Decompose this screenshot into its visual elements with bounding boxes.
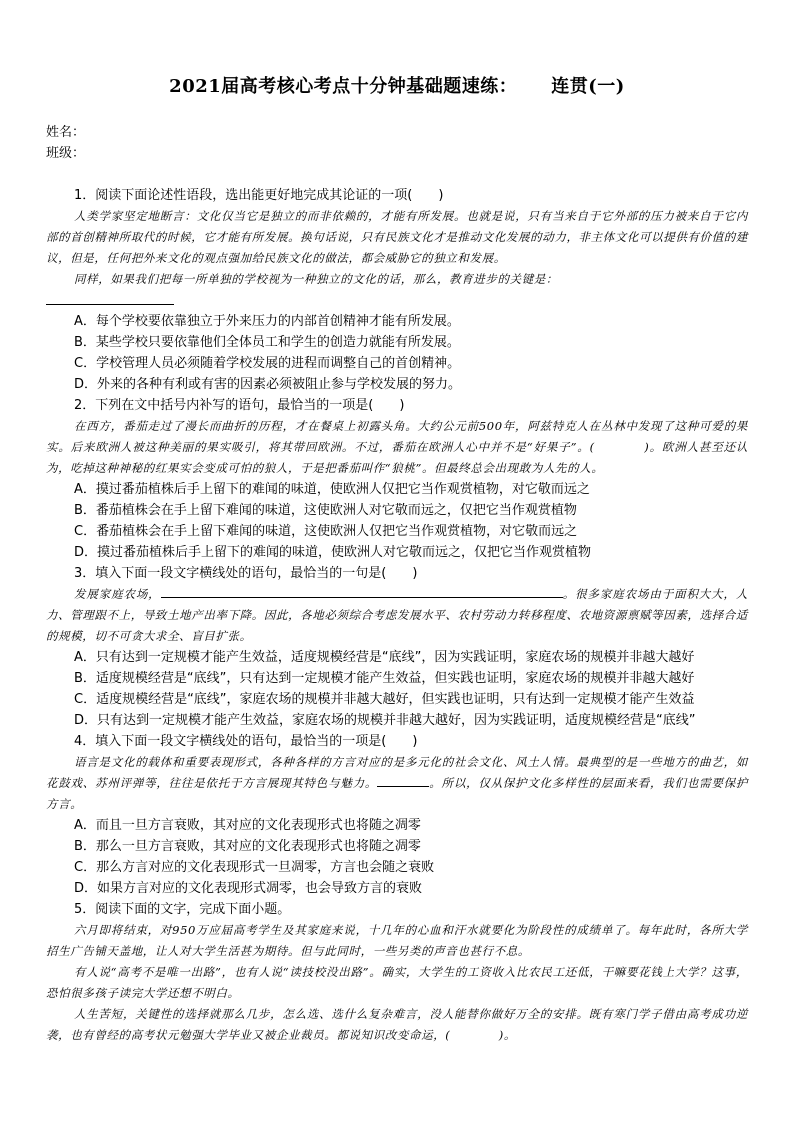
option-c: C．适度规模经营是“底线”，家庭农场的规模并非越大越好，但实践也证明，只有达到一定规模才能产生效益 — [74, 692, 695, 707]
passage-paragraph: 有人说“高考不是唯一出路”，也有人说“读技校没出路”。确实，大学生的工资收入比农民工还低，干嘛要花钱上大学？这事，恐怕很多孩子读完大学还想不明白。 — [46, 965, 748, 1000]
passage-text: 语言是文化的载体和重要表现形式，各种各样的方言对应的是多元化的社会文化、风土人情。最典型的是一些地方的曲艺，如花鼓戏、苏州评弹等，往往是依托于方言展现其特色与魅力。 — [46, 755, 748, 790]
option-c: C．那么方言对应的文化表现形式一旦凋零，方言也会随之衰败 — [74, 860, 435, 875]
option-a: A．摸过番茄植株后手上留下的难闻的味道，使欧洲人仅把它当作观赏植物，对它敬而远之 — [74, 482, 590, 497]
option-b: B．那么一旦方言衰败，其对应的文化表现形式也将随之凋零 — [74, 839, 421, 854]
question-2 — [46, 395, 748, 563]
passage-paragraph: 人生苦短，关键性的选择就那么几步，怎么选、选什么复杂难言，没人能替你做好万全的安排。既有寒门学子借由高考成功逆袭，也有曾经的高考状元勉强大学毕业又被企业裁员。都说知识改变命运，( )。 — [46, 1007, 748, 1042]
option-b: B．某些学校只要依靠他们全体员工和学生的创造力就能有所发展。 — [74, 335, 460, 350]
option-a: A．只有达到一定规模才能产生效益，适度规模经营是“底线”，因为实践证明，家庭农场的规模并非越大越好 — [74, 650, 695, 665]
question-1 — [46, 185, 748, 395]
fill-blank — [161, 585, 563, 598]
passage-text: 。所以，仅从保护文化多样性的层面来看，我们也需要保护方言。 — [46, 776, 748, 811]
passage-paragraph: 六月即将结束，对950万应届高考学生及其家庭来说，十几年的心血和汗水就要化为阶段性的成绩单了。每年此时，各所大学招生广告铺天盖地，让人对大学生活甚为期待。但与此同时，一些另类的声音也甚行不息。 — [46, 923, 748, 958]
question-4 — [46, 731, 748, 899]
passage-text: 发展家庭农场， — [74, 587, 161, 601]
passage-paragraph — [46, 752, 748, 815]
question-5 — [46, 899, 748, 1046]
answer-blank — [46, 290, 174, 305]
option-c: C．番茄植株会在手上留下难闻的味道，这使欧洲人仅把它当作观赏植物，对它敬而远之 — [74, 524, 578, 539]
option-d: D．如果方言对应的文化表现形式凋零，也会导致方言的衰败 — [74, 881, 423, 896]
student-info — [46, 122, 85, 164]
option-c: C．学校管理人员必须随着学校发展的进程而调整自己的首创精神。 — [74, 356, 461, 371]
question-3 — [46, 563, 748, 731]
option-b: B．适度规模经营是“底线”，只有达到一定规模才能产生效益，但实践也证明，家庭农场的规模并非越大越好 — [74, 671, 695, 686]
option-a: A．每个学校要依靠独立于外来压力的内部首创精神才能有所发展。 — [74, 314, 460, 329]
class-label: 班级： — [46, 146, 86, 161]
question-stem: 1．阅读下面论述性语段，选出能更好地完成其论证的一项( ) — [74, 188, 444, 203]
passage-paragraph: 人类学家坚定地断言：文化仅当它是独立的而非依赖的，才能有所发展。也就是说，只有当来自于它外部的压力被来自于它内部的首创精神所取代的时候，它才能有所发展。换句话说，只有民族文化才是推动文化发展的动力，非主体文化可以提供有价值的建议，但是，任何把外来文化的观点强加给民族文化的做法，都会威胁它的独立和发展。 — [46, 209, 748, 265]
passage-paragraph — [46, 584, 748, 647]
option-d: D．外来的各种有利或有害的因素必须被阻止参与学校发展的努力。 — [74, 377, 462, 392]
passage-paragraph: 在西方，番茄走过了漫长而曲折的历程，才在餐桌上初露头角。大约公元前500年，阿兹特克人在丛林中发现了这种可爱的果实。后来欧洲人被这种美丽的果实吸引，将其带回欧洲。不过，番茄在欧洲人心中并不是“好果子”。( )。欧洲人甚至还认为，吃掉这种神秘的红果实会变成可怕的狼人，于是把番茄叫作“狼桃”。但最终总会出现敢为人先的人。 — [46, 419, 748, 475]
option-d: D．只有达到一定规模才能产生效益，家庭农场的规模并非越大越好，因为实践证明，适度规模经营是“底线” — [74, 713, 696, 728]
name-label: 姓名： — [46, 125, 86, 140]
passage-paragraph: 同样，如果我们把每一所单独的学校视为一种独立的文化的话，那么，教育进步的关键是： — [74, 272, 558, 286]
page-title — [0, 72, 794, 98]
option-a: A．而且一旦方言衰败，其对应的文化表现形式也将随之凋零 — [74, 818, 421, 833]
option-d: D．摸过番茄植株后手上留下的难闻的味道，使欧洲人对它敬而远之，仅把它当作观赏植物 — [74, 545, 592, 560]
passage-text: 。很多家庭农场由于面积大大，人力、管理跟不上，导致土地产出率下降。因此，各地必须综合考虑发展水平、农村劳动力转移程度、农地资源禀赋等因素，选择合适的规模，切不可贪大求全、盲目扩张。 — [46, 587, 748, 643]
title-sub: 连贯(一) — [551, 76, 625, 97]
fill-blank — [377, 774, 429, 787]
question-stem: 4．填入下面一段文字横线处的语句，最恰当的一项是( ) — [74, 734, 418, 749]
question-stem: 3．填入下面一段文字横线处的语句，最恰当的一句是( ) — [74, 566, 418, 581]
question-stem: 2．下列在文中括号内补写的语句，最恰当的一项是( ) — [74, 398, 405, 413]
question-stem: 5．阅读下面的文字，完成下面小题。 — [74, 902, 291, 917]
option-b: B．番茄植株会在手上留下难闻的味道，这使欧洲人对它敬而远之，仅把它当作观赏植物 — [74, 503, 577, 518]
question-list — [46, 185, 748, 1046]
title-main: 2021届高考核心考点十分钟基础题速练： — [169, 76, 518, 97]
